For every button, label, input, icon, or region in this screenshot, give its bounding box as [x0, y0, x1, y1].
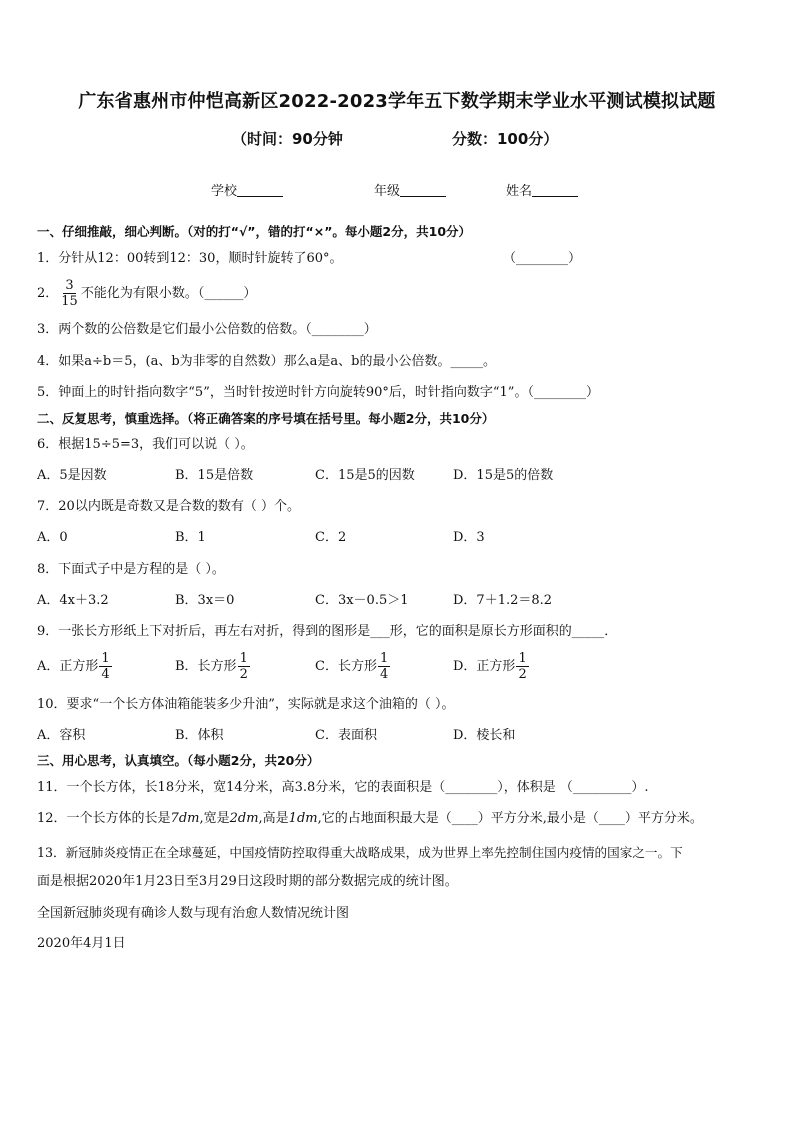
name-label: 姓名 [506, 184, 533, 199]
chart-date: 2020年4月1日 [37, 936, 126, 951]
q9-option-b-label: B．长方形 [175, 659, 237, 674]
q6-option-c[interactable]: C．15是5的因数 [315, 468, 415, 483]
q9-option-a[interactable] [37, 651, 113, 682]
question-12 [37, 810, 703, 828]
section-1-heading: 一、仔细推敲，细心判断。（对的打“√”，错的打“×”。每小题2分，共10分） [37, 224, 472, 239]
fraction-1-2 [238, 651, 250, 682]
fraction-numerator: 1 [379, 651, 389, 666]
question-12-text-d: ,它的占地面积最大是（____）平方分米,最小是（____）平方分米。 [317, 811, 703, 826]
fraction-1-4 [378, 651, 390, 682]
grade-blank[interactable] [400, 184, 446, 197]
grade-label: 年级 [374, 184, 401, 199]
grade-field [374, 180, 446, 199]
q9-option-b[interactable] [175, 651, 251, 682]
q10-option-a[interactable]: A．容积 [37, 728, 86, 743]
fraction-denominator: 15 [61, 294, 78, 309]
height-1dm: 1dm [288, 811, 318, 826]
fraction-denominator: 4 [101, 667, 110, 682]
question-5: 5．钟面上的时针指向数字“5”，当时针按逆时针方向旋转90°后，时针指向数字“1”。（________） [37, 385, 599, 400]
school-label: 学校 [211, 184, 238, 199]
q10-option-d[interactable]: D．棱长和 [453, 728, 516, 743]
q7-option-d[interactable]: D．3 [453, 530, 485, 545]
question-11: 11．一个长方体，长18分米，宽14分米，高3.8分米，它的表面积是（________），体积是 （_________）. [37, 780, 649, 795]
question-3: 3．两个数的公倍数是它们最小公倍数的倍数。（________） [37, 322, 377, 337]
q6-option-b[interactable]: B．15是倍数 [175, 468, 254, 483]
q6-option-a[interactable]: A．5是因数 [37, 468, 107, 483]
question-4: 4．如果a÷b＝5，(a、b为非零的自然数）那么a是a、b的最小公倍数。_____。 [37, 354, 496, 369]
length-7dm: 7dm [170, 811, 200, 826]
q7-option-b[interactable]: B．1 [175, 530, 206, 545]
q9-option-a-label: A．正方形 [37, 659, 99, 674]
fraction-1-4 [99, 651, 111, 682]
question-12-text-a: 12．一个长方体的长是 [37, 811, 171, 826]
q9-option-c[interactable] [315, 651, 391, 682]
fraction-denominator: 4 [379, 667, 389, 682]
fraction-numerator: 1 [239, 651, 248, 666]
exam-score: 分数：100分） [452, 130, 559, 148]
chart-caption: 全国新冠肺炎现有确诊人数与现有治愈人数情况统计图 [37, 906, 350, 921]
question-9: 9．一张长方形纸上下对折后，再左右对折，得到的图形是___形，它的面积是原长方形面积的_____． [37, 624, 618, 639]
fraction-numerator: 1 [518, 651, 527, 666]
q8-option-d[interactable]: D．7＋1.2＝8.2 [453, 593, 553, 608]
school-field [211, 180, 283, 199]
question-2-number: 2． [37, 286, 59, 301]
width-2dm: 2dm [229, 811, 259, 826]
question-7: 7．20以内既是奇数又是合数的数有（ ）个。 [37, 499, 300, 514]
question-10: 10．要求“一个长方体油箱能装多少升油”，实际就是求这个油箱的（ ）。 [37, 697, 455, 712]
fraction-numerator: 1 [101, 651, 110, 666]
question-12-text-b: ,宽是 [199, 811, 230, 826]
question-6: 6．根据15÷5=3，我们可以说（ ）。 [37, 437, 254, 452]
fraction-1-2 [516, 651, 528, 682]
exam-time: （时间：90分钟 [232, 130, 343, 148]
question-1: 1．分针从12：00转到12：30，顺时针旋转了60°。 [37, 251, 343, 266]
q6-option-d[interactable]: D．15是5的倍数 [453, 468, 554, 483]
fraction-numerator: 3 [65, 278, 74, 293]
section-2-heading: 二、反复思考，慎重选择。（将正确答案的序号填在括号里。每小题2分，共10分） [37, 411, 495, 426]
page-title: 广东省惠州市仲恺高新区2022-2023学年五下数学期末学业水平测试模拟试题 [78, 91, 716, 112]
name-field [506, 180, 578, 199]
q9-option-d-label: D．正方形 [453, 659, 516, 674]
fraction-3-15 [59, 278, 80, 309]
question-2-text: 不能化为有限小数。（______） [80, 286, 257, 301]
question-2 [37, 278, 256, 309]
q8-option-c[interactable]: C．3x－0.5＞1 [315, 593, 409, 608]
q7-option-c[interactable]: C．2 [315, 530, 347, 545]
question-1-answer[interactable]: （________） [503, 251, 582, 266]
q8-option-b[interactable]: B．3x＝0 [175, 593, 235, 608]
name-blank[interactable] [532, 184, 578, 197]
q10-option-b[interactable]: B．体积 [175, 728, 224, 743]
question-13-line-1: 13．新冠肺炎疫情正在全球蔓延，中国疫情防控取得重大战略成果，成为世界上率先控制住国内疫情的国家之一。下 [37, 845, 683, 860]
school-blank[interactable] [237, 184, 283, 197]
q9-option-c-label: C．长方形 [315, 659, 377, 674]
fraction-denominator: 2 [239, 667, 248, 682]
question-12-text-c: ,高是 [258, 811, 289, 826]
q8-option-a[interactable]: A．4x＋3.2 [37, 593, 109, 608]
question-8: 8．下面式子中是方程的是（ ）。 [37, 562, 225, 577]
question-13-line-2: 面是根据2020年1月23日至3月29日这段时期的部分数据完成的统计图。 [37, 874, 458, 889]
q9-option-d[interactable] [453, 651, 530, 682]
section-3-heading: 三、用心思考，认真填空。（每小题2分，共20分） [37, 753, 320, 768]
fraction-denominator: 2 [518, 667, 527, 682]
q10-option-c[interactable]: C．表面积 [315, 728, 377, 743]
q7-option-a[interactable]: A．0 [37, 530, 68, 545]
